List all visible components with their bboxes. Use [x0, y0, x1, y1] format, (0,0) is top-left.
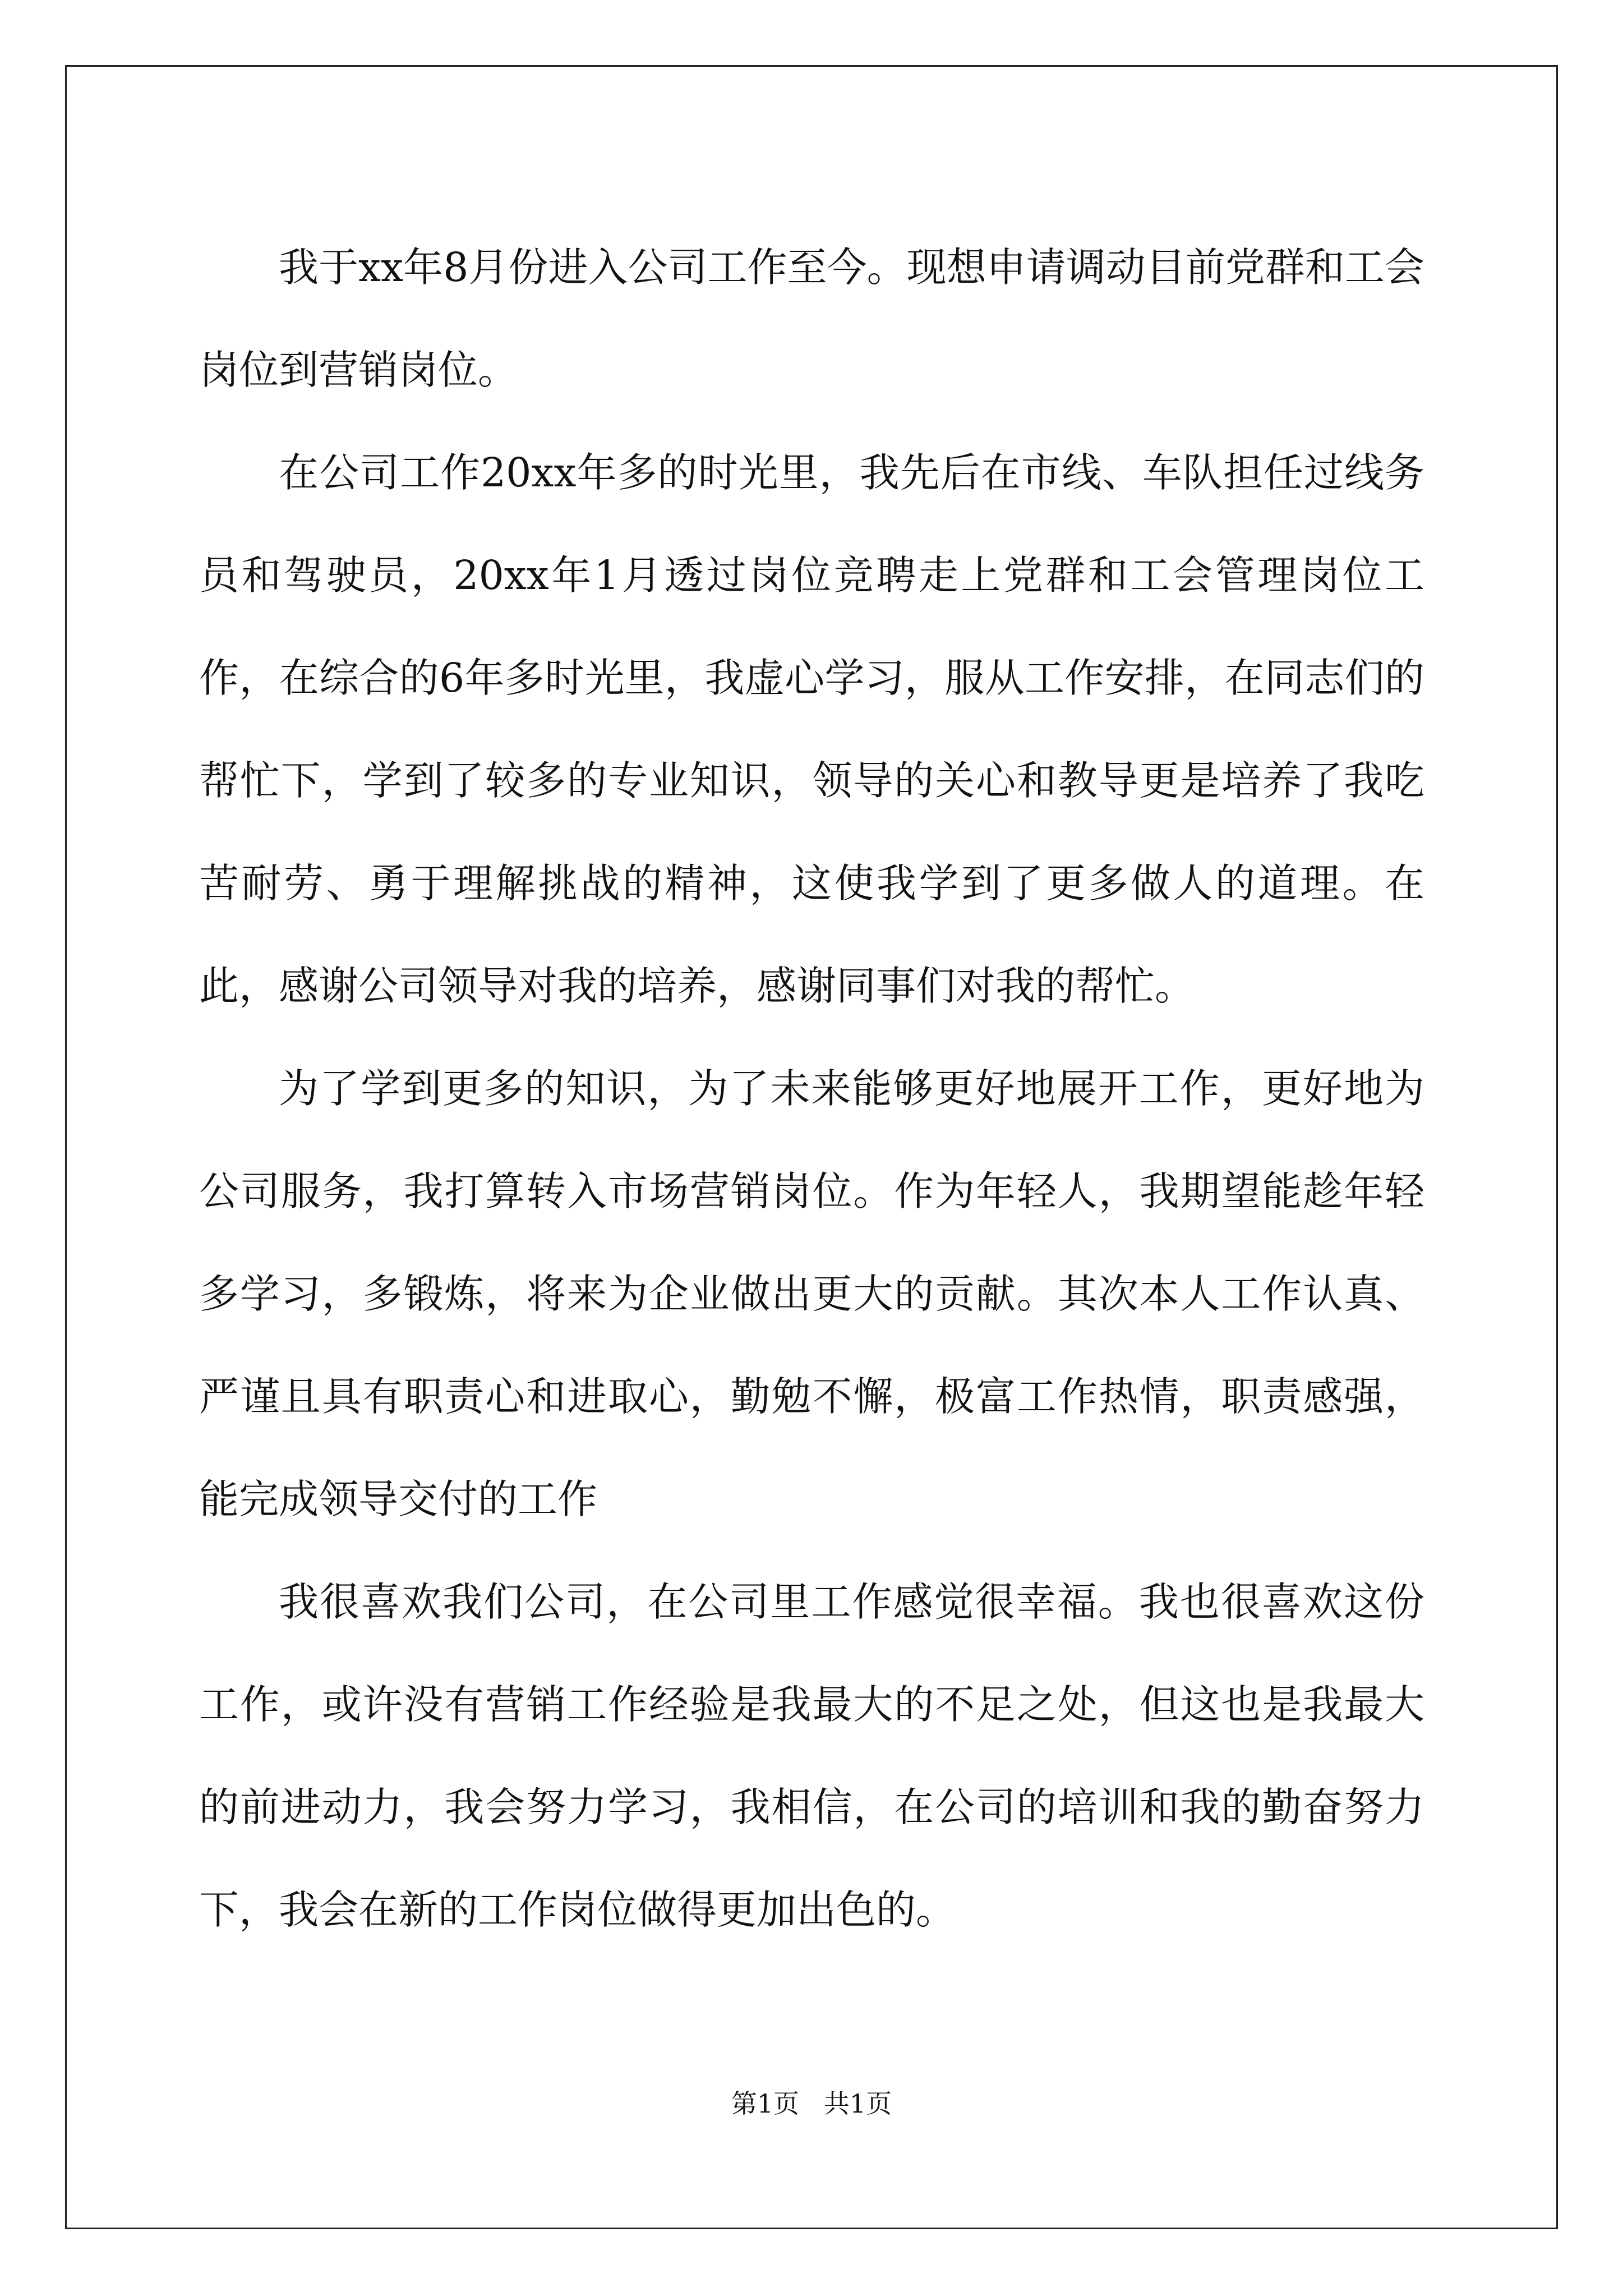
paragraph-4: 我很喜欢我们公司，在公司里工作感觉很幸福。我也很喜欢这份工作，或许没有营销工作经验是我最大的不足之处，但这也是我最大的前进动力，我会努力学习，我相信，在公司的培训和我的勤奋努力下，我会在新的工作岗位做得更加出色的。 [199, 1579, 1424, 1933]
document-body [199, 216, 1424, 1961]
paragraph-3: 为了学到更多的知识，为了未来能够更好地展开工作，更好地为公司服务，我打算转入市场营销岗位。作为年轻人，我期望能趁年轻多学习，多锻炼，将来为企业做出更大的贡献。其次本人工作认真、严谨且具有职责心和进取心，勤勉不懈，极富工作热情，职责感强，能完成领导交付的工作 [199, 1065, 1424, 1522]
page-number-footer: 第1页 共1页 [731, 2088, 892, 2119]
paragraph-2: 在公司工作20xx年多的时光里，我先后在市线、车队担任过线务员和驾驶员，20xx年1月透过岗位竞聘走上党群和工会管理岗位工作，在综合的6年多时光里，我虚心学习，服从工作安排，在同志们的帮忙下，学到了较多的专业知识，领导的关心和教导更是培养了我吃苦耐劳、勇于理解挑战的精神，这使我学到了更多做人的道理。在此，感谢公司领导对我的培养，感谢同事们对我的帮忙。 [199, 449, 1424, 1009]
paragraph-1: 我于xx年8月份进入公司工作至今。现想申请调动目前党群和工会岗位到营销岗位。 [199, 244, 1424, 393]
